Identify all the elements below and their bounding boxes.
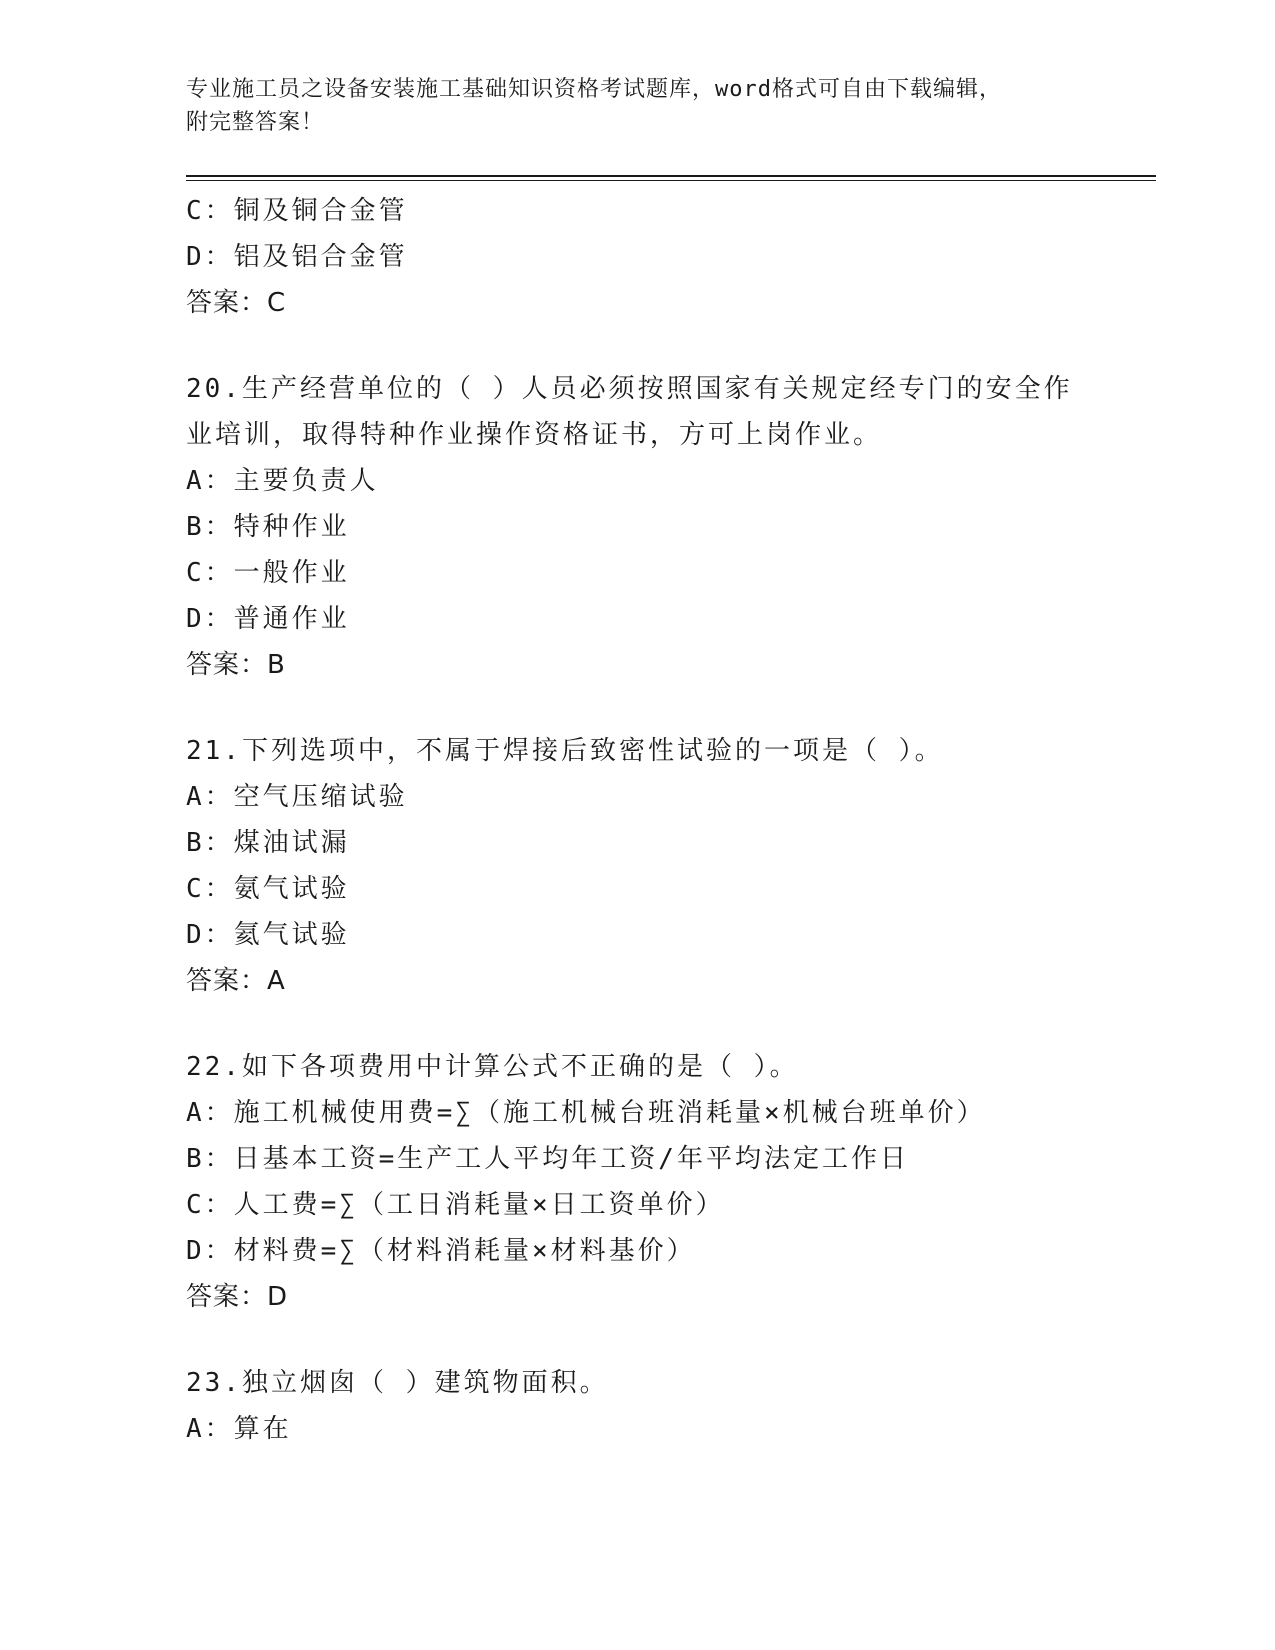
option-b: B：日基本工资=生产工人平均年工资/年平均法定工作日 [186,1144,909,1174]
option-c: C：人工费=∑（工日消耗量×日工资单价） [186,1190,725,1220]
option-c: C：铜及铜合金管 [186,196,408,226]
question-stem-line: 业培训，取得特种作业操作资格证书，方可上岗作业。 [186,420,883,450]
option-d: D：普通作业 [186,604,350,634]
option-c: C：一般作业 [186,558,350,588]
question-stem-line: 23.独立烟囱（ ）建筑物面积。 [186,1368,609,1398]
header-line-1: 专业施工员之设备安装施工基础知识资格考试题库，word格式可自由下载编辑， [186,77,1002,102]
question-stem-line: 22.如下各项费用中计算公式不正确的是（ ）。 [186,1052,799,1082]
option-d: D：铝及铝合金管 [186,242,408,272]
option-d: D：氦气试验 [186,920,350,950]
spacer [186,688,1156,728]
option-d: D：材料费=∑（材料消耗量×材料基价） [186,1236,696,1266]
question-19-tail [186,188,1156,326]
option-b: B：煤油试漏 [186,828,350,858]
option-c: C：氨气试验 [186,874,350,904]
answer: 答案：C [186,288,287,318]
question-stem-line: 20.生产经营单位的（ ）人员必须按照国家有关规定经专门的安全作 [186,374,1073,404]
question-21 [186,728,1156,1004]
answer: 答案：D [186,1282,289,1312]
document-header [186,73,1156,139]
document-page [186,0,1156,1452]
question-22 [186,1044,1156,1320]
question-23 [186,1360,1156,1452]
question-20 [186,366,1156,688]
spacer [186,326,1156,366]
option-b: B：特种作业 [186,512,350,542]
option-a: A：主要负责人 [186,466,379,496]
question-stem-line: 21.下列选项中，不属于焊接后致密性试验的一项是（ ）。 [186,736,944,766]
spacer [186,1004,1156,1044]
option-a: A：算在 [186,1414,292,1444]
spacer [186,1320,1156,1360]
option-a: A：施工机械使用费=∑（施工机械台班消耗量×机械台班单价） [186,1098,986,1128]
answer: 答案：A [186,966,286,996]
answer: 答案：B [186,650,286,680]
option-a: A：空气压缩试验 [186,782,408,812]
header-divider [186,175,1156,181]
header-line-2: 附完整答案！ [186,110,325,135]
